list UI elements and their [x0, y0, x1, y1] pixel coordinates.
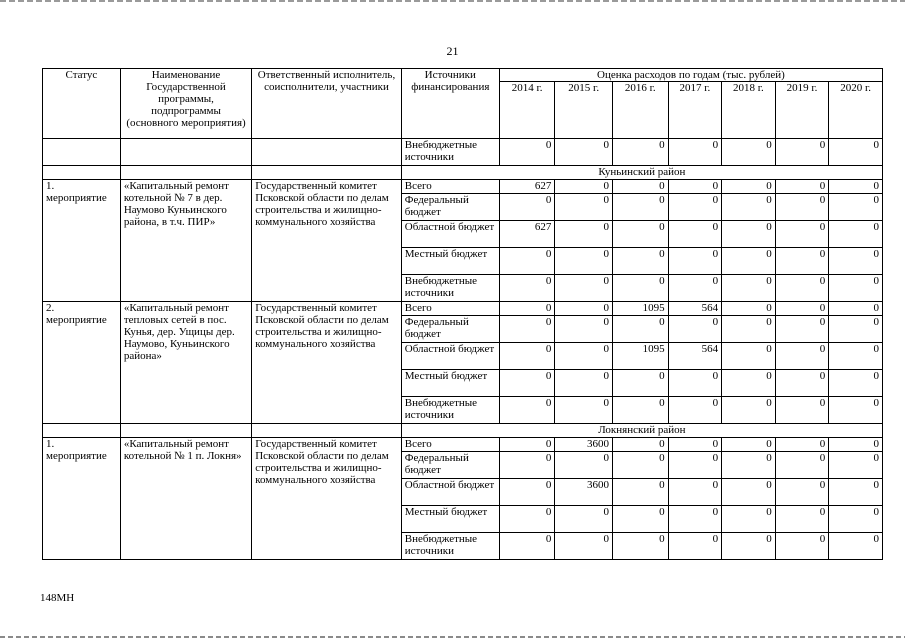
- value-cell: 0: [613, 438, 669, 452]
- value-cell: 0: [613, 248, 669, 275]
- value-cell: 0: [722, 139, 776, 166]
- value-cell: 0: [829, 506, 883, 533]
- value-cell: 0: [613, 452, 669, 479]
- header-responsible: Ответственный исполнитель, соисполнители, участники: [252, 69, 402, 139]
- source-cell: Местный бюджет: [401, 370, 499, 397]
- value-cell: 0: [555, 275, 613, 302]
- value-cell: 0: [499, 438, 555, 452]
- value-cell: 0: [829, 221, 883, 248]
- source-cell: Федеральный бюджет: [401, 316, 499, 343]
- district-name: Куньинский район: [401, 166, 882, 180]
- value-cell: 0: [775, 343, 829, 370]
- value-cell: 0: [668, 248, 722, 275]
- header-status: Статус: [43, 69, 121, 139]
- source-cell: Всего: [401, 438, 499, 452]
- district-row: [43, 166, 883, 180]
- responsible-cell: Государственный комитет Псковской области по делам строительства и жилищно-коммунального хозяйства: [252, 302, 402, 424]
- value-cell: 0: [555, 370, 613, 397]
- value-cell: 0: [722, 370, 776, 397]
- value-cell: 0: [668, 316, 722, 343]
- source-cell: Внебюджетные источники: [401, 275, 499, 302]
- value-cell: 0: [722, 221, 776, 248]
- value-cell: 0: [722, 479, 776, 506]
- value-cell: 0: [722, 533, 776, 560]
- responsible-cell: [252, 139, 402, 166]
- header-sources: Источники финансирования: [401, 69, 499, 139]
- value-cell: 0: [829, 343, 883, 370]
- document-code: 148МН: [40, 592, 75, 604]
- value-cell: 0: [499, 302, 555, 316]
- table-body: [43, 139, 883, 560]
- table-row: [43, 438, 883, 452]
- district-name: Локнянский район: [401, 424, 882, 438]
- source-cell: Местный бюджет: [401, 506, 499, 533]
- responsible-cell: Государственный комитет Псковской области по делам строительства и жилищно-коммунального хозяйства: [252, 438, 402, 560]
- value-cell: 0: [668, 479, 722, 506]
- value-cell: 0: [722, 194, 776, 221]
- value-cell: 0: [829, 302, 883, 316]
- value-cell: 0: [499, 139, 555, 166]
- value-cell: 0: [668, 438, 722, 452]
- value-cell: 0: [829, 316, 883, 343]
- value-cell: 0: [613, 139, 669, 166]
- value-cell: 0: [722, 180, 776, 194]
- value-cell: 0: [613, 397, 669, 424]
- value-cell: 0: [613, 221, 669, 248]
- district-program-cell: [120, 424, 251, 438]
- value-cell: 0: [555, 194, 613, 221]
- status-cell: [43, 139, 121, 166]
- value-cell: 0: [613, 506, 669, 533]
- value-cell: 1095: [613, 343, 669, 370]
- value-cell: 0: [613, 194, 669, 221]
- table-header: [43, 69, 883, 139]
- value-cell: 0: [613, 316, 669, 343]
- value-cell: 0: [668, 533, 722, 560]
- value-cell: 0: [499, 533, 555, 560]
- source-cell: Областной бюджет: [401, 479, 499, 506]
- source-cell: Федеральный бюджет: [401, 452, 499, 479]
- value-cell: 0: [829, 370, 883, 397]
- value-cell: 0: [613, 180, 669, 194]
- status-cell: 1. мероприятие: [43, 438, 121, 560]
- value-cell: 0: [555, 452, 613, 479]
- value-cell: 0: [829, 139, 883, 166]
- table-row: [43, 302, 883, 316]
- district-responsible-cell: [252, 166, 402, 180]
- program-cell: «Капитальный ремонт котельной № 1 п. Локня»: [120, 438, 251, 560]
- value-cell: 0: [668, 397, 722, 424]
- source-cell: Областной бюджет: [401, 221, 499, 248]
- header-estimate: Оценка расходов по годам (тыс. рублей): [499, 69, 882, 82]
- table-row: [43, 139, 883, 166]
- value-cell: 0: [775, 533, 829, 560]
- district-program-cell: [120, 166, 251, 180]
- value-cell: 0: [555, 316, 613, 343]
- source-cell: Внебюджетные источники: [401, 533, 499, 560]
- value-cell: 0: [499, 452, 555, 479]
- value-cell: 0: [722, 506, 776, 533]
- value-cell: 0: [668, 275, 722, 302]
- scan-edge-top: [0, 0, 905, 2]
- value-cell: 0: [499, 248, 555, 275]
- value-cell: 0: [775, 248, 829, 275]
- header-year: 2014 г.: [499, 82, 555, 139]
- header-year: 2015 г.: [555, 82, 613, 139]
- source-cell: Областной бюджет: [401, 343, 499, 370]
- value-cell: 0: [775, 139, 829, 166]
- value-cell: 0: [555, 221, 613, 248]
- source-cell: Местный бюджет: [401, 248, 499, 275]
- value-cell: 0: [722, 275, 776, 302]
- header-year: 2020 г.: [829, 82, 883, 139]
- value-cell: 0: [668, 452, 722, 479]
- value-cell: 3600: [555, 479, 613, 506]
- district-responsible-cell: [252, 424, 402, 438]
- scan-edge-bottom: [0, 636, 905, 638]
- value-cell: 0: [499, 506, 555, 533]
- value-cell: 0: [775, 438, 829, 452]
- value-cell: 0: [722, 343, 776, 370]
- value-cell: 0: [555, 397, 613, 424]
- value-cell: 0: [499, 275, 555, 302]
- value-cell: 0: [829, 479, 883, 506]
- value-cell: 0: [668, 194, 722, 221]
- header-program: Наименование Государственной программы, подпрограммы (основного мероприятия): [120, 69, 251, 139]
- value-cell: 0: [499, 343, 555, 370]
- source-cell: Всего: [401, 302, 499, 316]
- value-cell: 0: [829, 180, 883, 194]
- value-cell: 0: [499, 479, 555, 506]
- responsible-cell: Государственный комитет Псковской области по делам строительства и жилищно-коммунального хозяйства: [252, 180, 402, 302]
- value-cell: 0: [775, 397, 829, 424]
- value-cell: 3600: [555, 438, 613, 452]
- value-cell: 0: [613, 533, 669, 560]
- value-cell: 0: [775, 370, 829, 397]
- value-cell: 0: [668, 370, 722, 397]
- district-status-cell: [43, 424, 121, 438]
- header-year: 2017 г.: [668, 82, 722, 139]
- value-cell: 0: [829, 438, 883, 452]
- value-cell: 627: [499, 221, 555, 248]
- value-cell: 0: [722, 397, 776, 424]
- value-cell: 0: [775, 316, 829, 343]
- status-cell: 1. мероприятие: [43, 180, 121, 302]
- value-cell: 0: [499, 194, 555, 221]
- value-cell: 1095: [613, 302, 669, 316]
- value-cell: 0: [775, 506, 829, 533]
- value-cell: 0: [555, 302, 613, 316]
- value-cell: 0: [499, 316, 555, 343]
- value-cell: 0: [775, 221, 829, 248]
- value-cell: 0: [775, 302, 829, 316]
- value-cell: 0: [775, 194, 829, 221]
- program-cell: [120, 139, 251, 166]
- program-cell: «Капитальный ремонт котельной № 7 в дер. Наумово Куньинского района, в т.ч. ПИР»: [120, 180, 251, 302]
- header-year: 2016 г.: [613, 82, 669, 139]
- value-cell: 0: [829, 248, 883, 275]
- source-cell: Федеральный бюджет: [401, 194, 499, 221]
- program-cell: «Капитальный ремонт тепловых сетей в пос. Кунья, дер. Ущицы дер. Наумово, Куньинского района»: [120, 302, 251, 424]
- value-cell: 0: [829, 194, 883, 221]
- value-cell: 0: [499, 370, 555, 397]
- value-cell: 0: [829, 533, 883, 560]
- source-cell: Внебюджетные источники: [401, 139, 499, 166]
- value-cell: 0: [722, 452, 776, 479]
- source-cell: Внебюджетные источники: [401, 397, 499, 424]
- value-cell: 0: [555, 180, 613, 194]
- status-cell: 2. мероприятие: [43, 302, 121, 424]
- value-cell: 0: [829, 275, 883, 302]
- district-status-cell: [43, 166, 121, 180]
- value-cell: 0: [829, 397, 883, 424]
- value-cell: 0: [555, 506, 613, 533]
- value-cell: 564: [668, 302, 722, 316]
- value-cell: 0: [555, 533, 613, 560]
- value-cell: 0: [722, 438, 776, 452]
- value-cell: 0: [775, 180, 829, 194]
- value-cell: 627: [499, 180, 555, 194]
- value-cell: 0: [613, 370, 669, 397]
- value-cell: 0: [668, 506, 722, 533]
- value-cell: 564: [668, 343, 722, 370]
- value-cell: 0: [775, 452, 829, 479]
- value-cell: 0: [555, 248, 613, 275]
- value-cell: 0: [668, 180, 722, 194]
- district-row: [43, 424, 883, 438]
- value-cell: 0: [613, 479, 669, 506]
- header-year: 2019 г.: [775, 82, 829, 139]
- value-cell: 0: [722, 248, 776, 275]
- budget-table: [42, 68, 883, 560]
- value-cell: 0: [722, 316, 776, 343]
- header-year: 2018 г.: [722, 82, 776, 139]
- value-cell: 0: [555, 343, 613, 370]
- value-cell: 0: [829, 452, 883, 479]
- value-cell: 0: [668, 221, 722, 248]
- value-cell: 0: [722, 302, 776, 316]
- source-cell: Всего: [401, 180, 499, 194]
- value-cell: 0: [775, 275, 829, 302]
- value-cell: 0: [499, 397, 555, 424]
- table-row: [43, 180, 883, 194]
- value-cell: 0: [668, 139, 722, 166]
- page-number: 21: [446, 44, 459, 58]
- value-cell: 0: [613, 275, 669, 302]
- value-cell: 0: [555, 139, 613, 166]
- value-cell: 0: [775, 479, 829, 506]
